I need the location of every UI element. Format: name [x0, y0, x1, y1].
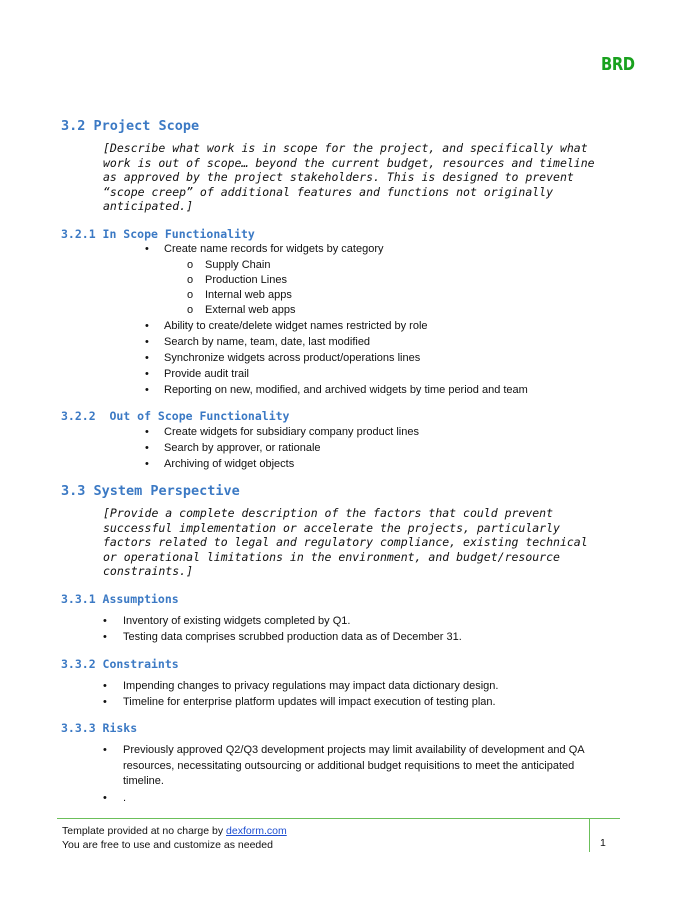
sub-list-item-text: External web apps: [205, 304, 296, 316]
list-item-text: Create widgets for subsidiary company product lines: [164, 426, 419, 438]
bullet-icon: •: [145, 442, 149, 454]
bullet-icon: •: [103, 696, 107, 708]
list-item-text: .: [123, 792, 127, 804]
desc-line: work is out of scope… beyond the current budget, resources and timeline: [103, 155, 595, 170]
circle-bullet-icon: o: [187, 274, 194, 286]
subsection-heading-out-of-scope: 3.2.2 Out of Scope Functionality: [61, 409, 290, 423]
list-item-line: timeline.: [123, 775, 164, 787]
bullet-icon: •: [103, 792, 107, 804]
list-item-text: Archiving of widget objects: [164, 458, 295, 470]
desc-line: constraints.]: [103, 564, 194, 579]
bullet-icon: •: [145, 320, 149, 332]
list-item-text: Search by name, team, date, last modified: [164, 336, 371, 348]
bullet-icon: •: [103, 744, 107, 756]
list-item-line: Previously approved Q2/Q3 development projects may limit availability of development and QA: [123, 744, 585, 756]
list-item-line: resources, necessitating outsourcing or additional budget requisitions to meet the anticipated: [123, 759, 575, 772]
list-item-text: Reporting on new, modified, and archived widgets by time period and team: [164, 384, 528, 396]
bullet-icon: •: [103, 615, 107, 627]
footer-text: Template provided at no charge by: [62, 825, 227, 837]
bullet-icon: •: [145, 368, 149, 380]
desc-line: [Describe what work is in scope for the project, and specifically what: [103, 141, 588, 155]
list-item-text: Synchronize widgets across product/operations lines: [164, 352, 421, 364]
desc-line: “scope creep” of additional features and functions not originally: [103, 184, 554, 199]
sub-list-item-text: Internal web apps: [205, 289, 292, 301]
desc-line: successful implementation or accelerate the projects, particularly: [103, 520, 560, 535]
list-item-text: Impending changes to privacy regulations may impact data dictionary design.: [123, 680, 499, 692]
dexform-link[interactable]: dexform.com: [226, 825, 287, 837]
list-item-text: Ability to create/delete widget names restricted by role: [164, 320, 428, 332]
desc-line: anticipated.]: [103, 199, 194, 214]
desc-line: factors related to legal and regulatory compliance, existing technical: [103, 535, 588, 550]
subsection-heading-in-scope: 3.2.1 In Scope Functionality: [61, 227, 255, 241]
subsection-heading-assumptions: 3.3.1 Assumptions: [61, 592, 179, 606]
bullet-icon: •: [145, 243, 149, 255]
bullet-icon: •: [103, 680, 107, 692]
list-item-text: Provide audit trail: [164, 368, 249, 380]
section-heading-project-scope: 3.2 Project Scope: [61, 118, 200, 134]
circle-bullet-icon: o: [187, 304, 194, 316]
subsection-heading-risks: 3.3.3 Risks: [61, 721, 138, 735]
desc-line: or operational limitations in the environment, and budget/resource: [103, 549, 560, 564]
brd-logo: BRD: [601, 54, 635, 75]
sub-list-item-text: Supply Chain: [205, 259, 271, 271]
bullet-icon: •: [145, 426, 149, 438]
section-heading-system-perspective: 3.3 System Perspective: [61, 483, 240, 499]
list-item-text: Create name records for widgets by category: [164, 243, 384, 255]
footer-divider: [57, 818, 620, 819]
bullet-icon: •: [145, 336, 149, 348]
bullet-icon: •: [145, 458, 149, 470]
list-item-text: Testing data comprises scrubbed production data as of December 31.: [123, 631, 462, 643]
list-item-text: Timeline for enterprise platform updates will impact execution of testing plan.: [123, 696, 496, 708]
bullet-icon: •: [145, 352, 149, 364]
footer-line-2: You are free to use and customize as needed: [62, 839, 273, 851]
bullet-icon: •: [103, 631, 107, 643]
circle-bullet-icon: o: [187, 289, 194, 301]
subsection-heading-constraints: 3.3.2 Constraints: [61, 657, 179, 671]
bullet-icon: •: [145, 384, 149, 396]
footer-vertical-divider: [589, 818, 590, 852]
sub-list-item-text: Production Lines: [205, 274, 287, 286]
desc-line: [Provide a complete description of the factors that could prevent: [103, 506, 554, 520]
list-item-text: [123, 743, 585, 790]
page-number: 1: [600, 837, 606, 849]
desc-line: as approved by the project stakeholders. This is designed to prevent: [103, 170, 574, 185]
footer-line-1: [62, 824, 287, 839]
project-scope-description: [103, 141, 623, 214]
system-perspective-description: [103, 506, 623, 579]
list-item-text: Inventory of existing widgets completed by Q1.: [123, 615, 351, 627]
circle-bullet-icon: o: [187, 259, 194, 271]
list-item-text: Search by approver, or rationale: [164, 442, 321, 454]
